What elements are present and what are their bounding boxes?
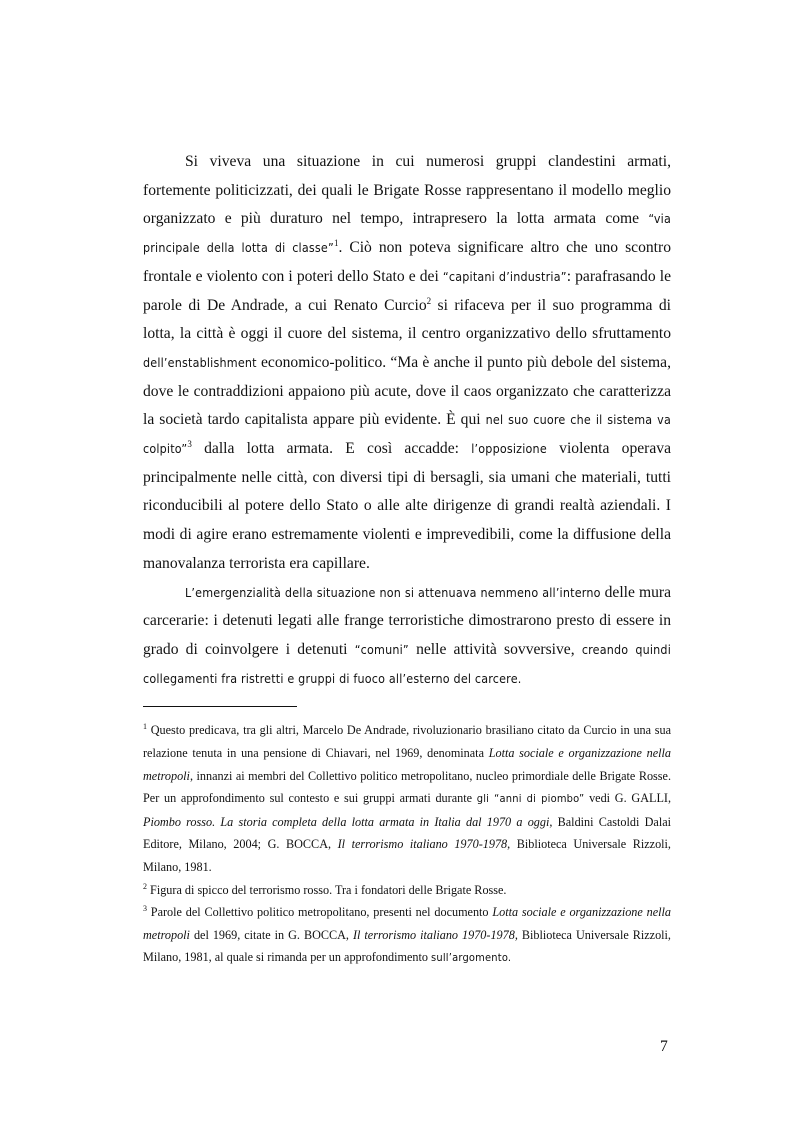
paragraph-1	[143, 148, 671, 579]
text-run: delle mura carcerarie: i detenuti legati alle frange terroristiche dimostrarono presto di essere in grado di coinvolgere i detenuti	[143, 583, 671, 658]
footnote-number: 1	[143, 722, 147, 732]
footnote-number: 3	[143, 904, 147, 914]
text-run: si rifaceva per il suo programma di lotta, la città è oggi il cuore del sistema, il centro organizzativo dello sfruttamento	[143, 296, 672, 343]
text-run: violenta operava principalmente nelle città, con diversi tipi di bersagli, sia umani che materiali, tutti riconducibili al potere dello Stato o alle alte dirigenze di grandi realtà aziendali. I modi di agire erano estremamente violenti e imprevedibili, come la diffusione della manovalanza terrorista era capillare.	[143, 440, 672, 572]
text-run: Baldini Castoldi Dalai Editore, Milano, 2004; G. BOCCA,	[143, 814, 672, 852]
text-run: : parafrasando le parole di De Andrade, a cui Renato Curcio	[143, 267, 671, 314]
quote: “comuni”	[354, 641, 409, 657]
page-number: 7	[660, 1038, 668, 1055]
text-run: Si viveva una situazione in cui numerosi gruppi clandestini armati, fortemente politicizzati, dei quali le Brigate Rosse rappresentano il modello meglio organizzato e più duraturo nel tempo, intrapresero la lotta armata come	[143, 153, 671, 228]
paragraph-2	[143, 579, 671, 694]
cited-title: Il terrorismo italiano 1970-1978	[337, 837, 508, 852]
quote: “capitani d’industria”	[442, 268, 567, 284]
footnote-2	[143, 879, 671, 902]
footnote-number: 2	[143, 881, 147, 891]
cited-title: Lotta sociale e organizzazione nella metropoli	[143, 905, 671, 942]
text-run: , innanzi ai membri del Collettivo politico metropolitano, nucleo primordiale delle Brigate Rosse. Per un approfondimento sul contesto e sui gruppi armati durante	[143, 768, 671, 806]
quote: “via principale della lotta di classe”	[143, 211, 671, 256]
cited-title: Il terrorismo italiano 1970-1978,	[352, 927, 518, 942]
text-run: Biblioteca Universale Rizzoli, Milano, 1981, al quale si rimanda per un approfondimento	[143, 927, 671, 965]
text-run: dell’enstablishment	[143, 354, 257, 370]
text-run: L’emergenzialità della situazione non si attenuava nemmeno all’interno	[185, 584, 601, 600]
text-run: gli “anni di piombo”	[476, 792, 585, 806]
text-run: Questo predicava, tra gli altri, Marcelo De Andrade, rivoluzionario brasiliano citato da Curcio in una sua relazione tenuta in una pensione di Chiavari, nel 1969, denominata	[143, 723, 671, 760]
text-run: del 1969, citate in G. BOCCA,	[189, 927, 353, 942]
cited-title: Lotta sociale e organizzazione nella metropoli	[143, 745, 671, 783]
text-run: creando quindi collegamenti fra ristretti e gruppi di fuoco all’esterno del carcere.	[143, 641, 672, 686]
text-run: sull’argomento.	[431, 951, 512, 965]
page-content	[143, 148, 671, 970]
text-run: vedi G. GALLI,	[584, 791, 671, 806]
text-run: Parole del Collettivo politico metropolitano, presenti nel documento	[147, 905, 493, 920]
text-run: Figura di spicco del terrorismo rosso. Tra i fondatori delle Brigate Rosse.	[147, 882, 507, 897]
footnote-ref-1[interactable]: 1	[333, 237, 339, 248]
text-run: nelle attività sovversive,	[408, 640, 582, 658]
text-run: , Biblioteca Universale Rizzoli, Milano, 1981.	[143, 837, 671, 874]
text-run: l’opposizione	[471, 441, 547, 457]
text-run: economico-politico. “Ma è anche il punto più debole del sistema, dove le contraddizioni appaiono più acute, dove il caos organizzato che caratterizza la società tardo capitalista appare più evidente. È qui	[143, 353, 671, 429]
quote: nel suo cuore che il sistema va colpito”	[143, 412, 671, 457]
footnote-1	[143, 719, 671, 878]
text-run: . Ciò non poteva significare altro che uno scontro frontale e violento con i poteri dello Stato e dei	[143, 239, 671, 285]
footnote-3	[143, 901, 671, 970]
footnote-separator	[143, 706, 297, 707]
footnote-ref-3[interactable]: 3	[187, 438, 192, 449]
footnote-ref-2[interactable]: 2	[426, 295, 432, 306]
cited-title: Piombo rosso. La storia completa della lotta armata in Italia dal 1970 a oggi,	[143, 814, 553, 829]
text-run: dalla lotta armata. E così accadde:	[191, 440, 472, 458]
